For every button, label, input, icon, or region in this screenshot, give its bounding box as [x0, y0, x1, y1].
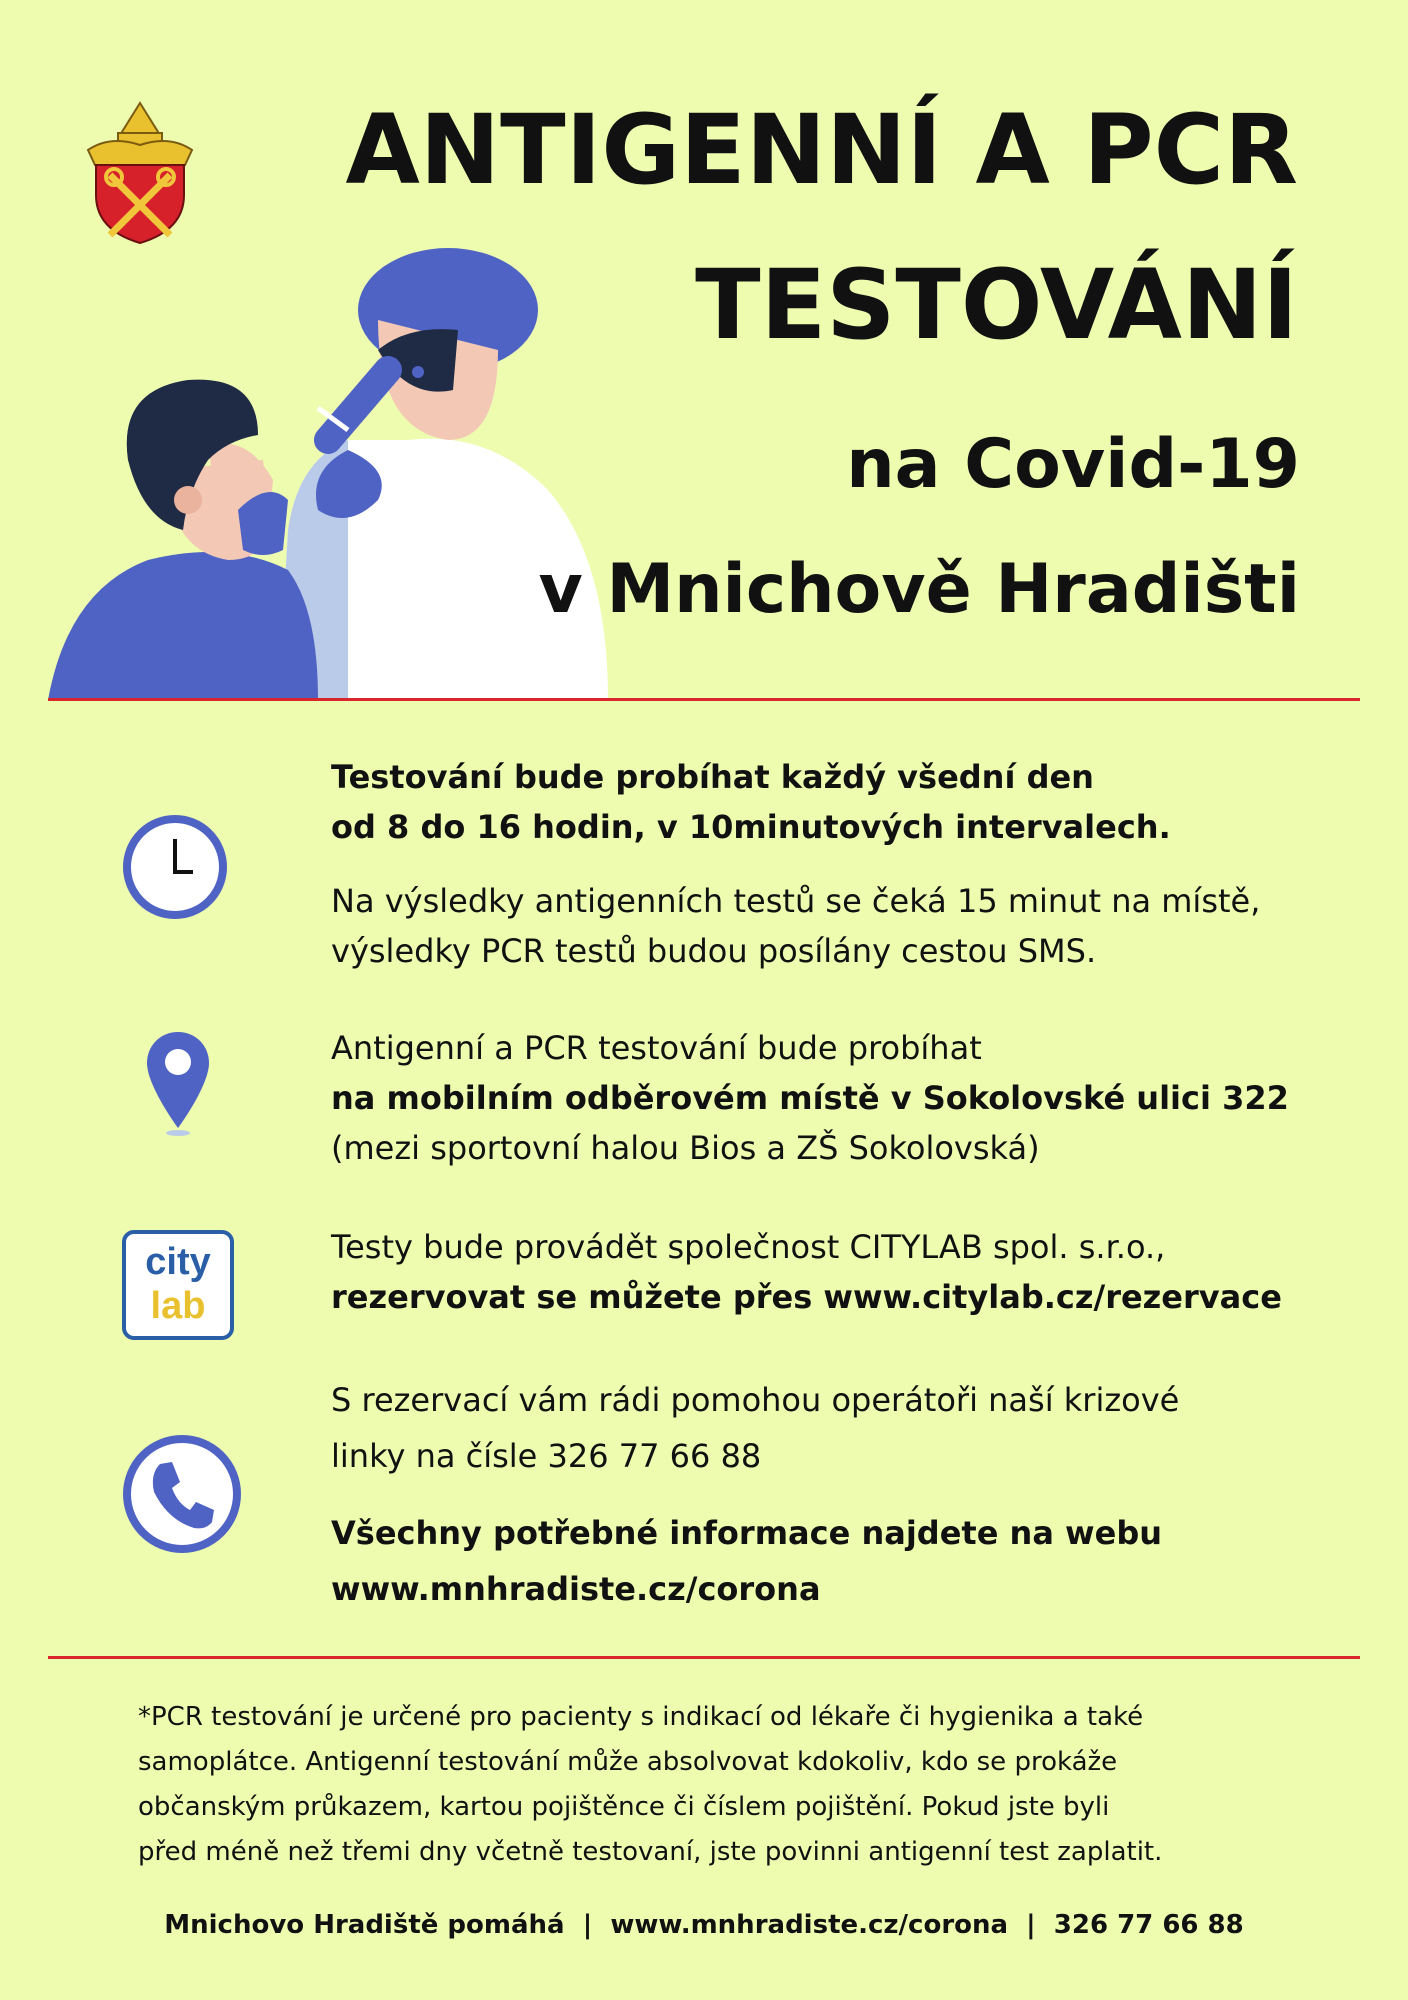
location-text: [331, 1023, 1351, 1173]
footnote-line-2: samoplátce. Antigenní testování může absolvovat kdokoliv, kdo se prokáže: [138, 1747, 1118, 1777]
title-line-3: na Covid-19: [846, 425, 1300, 504]
footnote-line-1: *PCR testování je určené pro pacienty s indikací od lékaře či hygienika a také: [138, 1702, 1144, 1732]
footer-separator: |: [564, 1910, 611, 1940]
footnote-line-4: před méně než třemi dny včetně testovaní, jste povinni antigenní test zaplatit.: [138, 1837, 1163, 1867]
footer-web-link[interactable]: www.mnhradiste.cz/corona: [610, 1910, 1009, 1940]
clock-icon: [120, 812, 230, 922]
hotline-text: [331, 1372, 1351, 1484]
results-line-2: výsledky PCR testů budou posílány cestou SMS.: [331, 932, 1097, 970]
provider-line-1: Testy bude provádět společnost CITYLAB spol. s.r.o.,: [331, 1228, 1166, 1266]
schedule-text: [331, 752, 1351, 852]
footer: [0, 1910, 1408, 1940]
location-line-2: na mobilním odběrovém místě v Sokolovské ulici 322: [331, 1079, 1289, 1117]
footer-separator: |: [1008, 1910, 1054, 1940]
web-line-1: Všechny potřebné informace najdete na webu: [331, 1514, 1162, 1552]
hotline-line-1: S rezervací vám rádi pomohou operátoři naší krizové: [331, 1381, 1180, 1419]
citylab-logo: [122, 1230, 234, 1340]
divider-top: [48, 698, 1360, 701]
footnote-line-3: občanským průkazem, kartou pojištěnce či číslem pojištění. Pokud jste byli: [138, 1792, 1110, 1822]
location-pin-icon: [145, 1030, 211, 1138]
results-line-1: Na výsledky antigenních testů se čeká 15 minut na místě,: [331, 882, 1261, 920]
title-line-2: TESTOVÁNÍ: [695, 249, 1298, 361]
footnote: [138, 1695, 1318, 1875]
web-link[interactable]: www.mnhradiste.cz/corona: [331, 1570, 821, 1608]
citylab-logo-lab: lab: [150, 1285, 206, 1327]
phone-icon: [120, 1432, 244, 1556]
provider-line-2: rezervovat se můžete přes www.citylab.cz/rezervace: [331, 1278, 1282, 1316]
schedule-line-1: Testování bude probíhat každý všední den: [331, 758, 1094, 796]
location-line-3: (mezi sportovní halou Bios a ZŠ Sokolovská): [331, 1129, 1040, 1167]
schedule-line-2: od 8 do 16 hodin, v 10minutových intervalech.: [331, 808, 1171, 846]
title-line-4: v Mnichově Hradišti: [538, 550, 1300, 629]
footer-slogan: Mnichovo Hradiště pomáhá: [164, 1910, 565, 1940]
web-text: [331, 1505, 1351, 1617]
location-line-1: Antigenní a PCR testování bude probíhat: [331, 1029, 982, 1067]
footer-phone[interactable]: 326 77 66 88: [1053, 1910, 1244, 1940]
citylab-logo-city: city: [145, 1241, 211, 1283]
provider-text: [331, 1222, 1351, 1322]
divider-bottom: [48, 1656, 1360, 1659]
title-line-1: ANTIGENNÍ A PCR: [345, 94, 1298, 206]
results-text: [331, 876, 1351, 976]
hotline-line-2: linky na čísle 326 77 66 88: [331, 1437, 762, 1475]
town-crest-icon: [80, 95, 200, 245]
